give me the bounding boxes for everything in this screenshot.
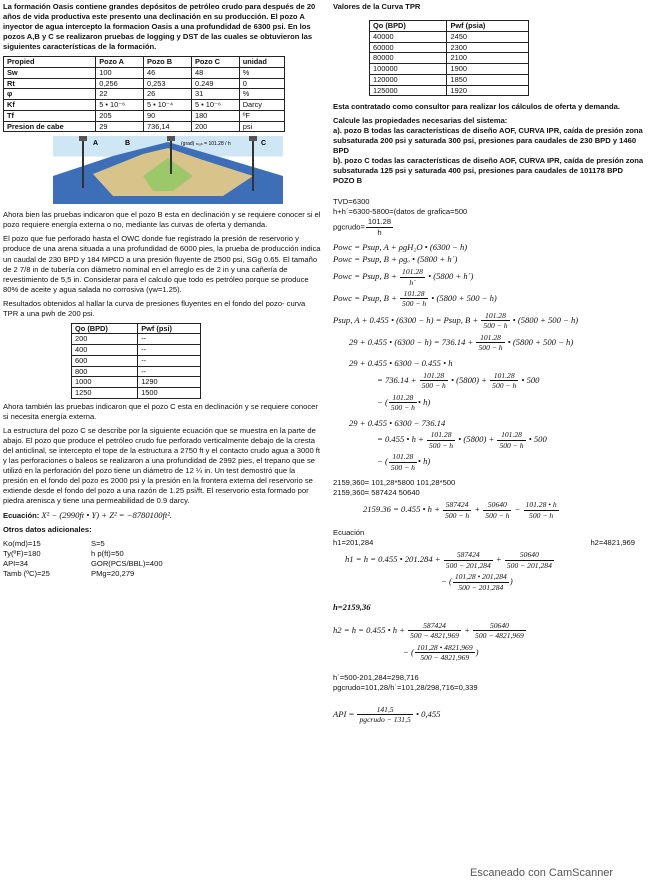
eq-4 (333, 289, 645, 309)
frac-den: 500 − h (529, 510, 554, 520)
frac (420, 371, 448, 391)
frac-num: 50640 (483, 500, 511, 510)
table-cell: 1920 (447, 85, 529, 96)
intro-paragraph: La formación Oasis contiene grandes depósitos de petróleo crudo para después de 20 años de vida productiva este presento una declinación en su producción. El pozo A inyector de agua intercepto la formacion Oasis a una profundidad de 6300 psi. En los pozos A,B y C se realizaron pruebas de logging y DST de las cuales se obtuvieron las siguientes características de la formación. (3, 2, 316, 52)
table-row (72, 377, 201, 388)
table-cell: 0 (239, 78, 284, 89)
frac (400, 267, 425, 287)
table-cell: 46 (144, 67, 192, 78)
cross-section-figure (53, 136, 283, 204)
other-data-list (3, 539, 321, 579)
frac-den: 500 − h (492, 381, 517, 391)
table-cell: 1000 (72, 377, 138, 388)
eq-4-right: • (5800 + 500 − h) (431, 292, 497, 303)
line-2159-b: 2159,360= 587424 50640 (333, 488, 420, 498)
calc-block (333, 116, 645, 186)
frac (415, 643, 475, 663)
other-data-item: Ty(ºF)=180 (3, 549, 41, 559)
equation-label: Ecuación: (3, 511, 40, 521)
eq-11-a: = 0.455 • h + (377, 434, 424, 445)
table-row (4, 67, 285, 78)
frac-den: 500 − h (499, 440, 524, 450)
gradient-label: (grad) ₘᵤₙ = 101.28 / h (181, 141, 231, 148)
eq-14: h2 = h = 0.455 • h + $\frac{587424}{500 - 4821,969}$ + $\frac{50640}{500 - 4821,969}$ (333, 620, 524, 641)
camscanner-footer: Escaneado con CamScanner (470, 867, 614, 879)
table-cell: Darcy (239, 100, 284, 111)
item-a: a). pozo B todas las características de diseño AOF, CURVA IPR, caída de presión zona subsaturada 200 psi y saturada 300 psi, presiones para caudales de 230 BPD y 1460 BPD (333, 126, 643, 156)
table-cell: 5 • 10⁻⁶ (191, 100, 239, 111)
table-header-cell: Pozo B (144, 57, 192, 68)
final-lines (333, 673, 645, 693)
well-c-label: C (261, 140, 267, 148)
table-cell: 1850 (447, 74, 529, 85)
frac (490, 371, 518, 391)
eq-1: Powc = Psup, A + ρgH₂O • (6300 − h) (333, 241, 468, 252)
paragraph-pozo-b: Ahora bien las pruebas indicaron que el pozo B esta en declinación y se requiere conocer si el pozo requiere energía externa o no, mediante las curvas de oferta y demanda. (3, 210, 321, 230)
frac-num: 101.28 (497, 430, 525, 440)
table-cell: -- (138, 334, 201, 345)
other-data-row (3, 559, 321, 569)
table-row (72, 355, 201, 366)
table-cell: 26 (144, 89, 192, 100)
frac (483, 500, 511, 520)
table-cell: -- (138, 366, 201, 377)
table-cell: φ (4, 89, 96, 100)
eq-14-a: h2 = h = 0.455 • h + (333, 624, 405, 635)
item-b: b). pozo C todas las características de diseño AOF, CURVA IPR, caída de presión zona subsaturada 125 psi y saturada 400 psi, presiones para caudales de 101178 BPD (333, 156, 644, 176)
table-cell: 125000 (370, 85, 447, 96)
frac (443, 500, 471, 520)
table-cell: % (239, 89, 284, 100)
frac-den: h (377, 227, 382, 237)
frac (408, 621, 461, 641)
properties-table (3, 56, 285, 132)
paragraph-pozo-description: El pozo que fue perforado hasta el OWC donde fue registrado la presión de reservorio y produce de una arena situada a una profundidad de 6000 pies, la prueba de producción indica un caudal de 230 BPD y 184 MPCD a una presión fluyente de 2500 psi, SGg 0.65. El tamaño de 2 7/8 in de tubería con diámetro nominal en el arreglo es de 2 in y una cañería de revestimiento de 5,5 in. Considerar para el calculo que todo es petróleo porque se produce 80% de aceite y agua salada no corrosiva (γw=1.25). (3, 234, 321, 294)
frac (524, 500, 559, 520)
frac-num: 101.28 (420, 371, 448, 381)
frac-num: 141,5 (357, 705, 412, 715)
pgcrudo-label: pgcrudo= (333, 222, 365, 232)
eq-5-left: Psup, A + 0.455 • (6300 − h) = Psup, B + (333, 314, 479, 325)
frac-num: 587424 (408, 621, 461, 631)
frac-den: 500 − 4821,969 (420, 653, 470, 663)
frac-num: 101.28 (476, 333, 504, 343)
table-header-cell: Qo (BPD) (72, 323, 138, 334)
frac-den: 500 − 201,284 (458, 582, 504, 592)
frac-den: 500 − h (390, 462, 415, 472)
table-cell: Kf (4, 100, 96, 111)
table-cell: 200 (191, 121, 239, 132)
structure-equation (3, 510, 321, 521)
tpr-table-right (369, 20, 529, 96)
eq-13: h1 = h = 0.455 • 201.284 + $\frac{587424}{500 - 201,284}$ + $\frac{50640}{500 - 201,284}$ (345, 550, 552, 570)
table-row (72, 366, 201, 377)
frac (427, 430, 455, 450)
eq-tail-b: • h) (417, 456, 431, 467)
table-cell: 0.249 (191, 78, 239, 89)
table-header-cell: unidad (239, 57, 284, 68)
hp-line: h´=500-201,284=298,716 (333, 672, 419, 682)
frac-den: 500 − h (485, 510, 510, 520)
frac-den: 500 − h (478, 343, 503, 353)
frac-num: 101.28 (389, 452, 417, 462)
other-data-item: h p(ft)=50 (91, 549, 124, 559)
eq-7: 29 + 0.455 • 6300 − 0.455 • h (349, 357, 453, 368)
other-data-row (3, 549, 321, 559)
table-header-cell: Propied (4, 57, 96, 68)
tvd-line: TVD=6300 (333, 196, 370, 206)
frac-den: 500 − 4821,969 (475, 631, 524, 641)
eq-13-a: h1 = h = 0.455 • 201.284 + (345, 554, 441, 565)
frac-num: 587424 (444, 550, 493, 560)
table-cell: Rt (4, 78, 96, 89)
frac (481, 311, 509, 331)
other-data-item: PMg=20,279 (91, 569, 135, 579)
frac (505, 550, 554, 570)
calc-intro: Calcule las propiedades necesarias del sistema: (333, 116, 508, 126)
eq-12-a: 2159.36 = 0.455 • h + (363, 504, 440, 515)
line-2159-a: 2159,360= 101,28*5800 101,28*500 (333, 478, 456, 488)
table-cell: 800 (72, 366, 138, 377)
table-cell: 1900 (447, 64, 529, 75)
table-header-cell: Qo (BPD) (370, 21, 447, 32)
table-cell: 736,14 (144, 121, 192, 132)
table-cell: -- (138, 345, 201, 356)
table-cell: 40000 (370, 31, 447, 42)
hh-line: h+h´=6300-5800=(datos de grafica=500 (333, 206, 468, 216)
eq-11 (333, 430, 645, 450)
frac-num: 101,28 • 201,284 (454, 572, 507, 582)
table-cell: Presion de cabe (4, 121, 96, 132)
frac-num: 50640 (505, 550, 554, 560)
pgcrudo-fraction (366, 217, 393, 238)
table-header-cell: Pwf (psi) (138, 323, 201, 334)
ecuacion-block (333, 528, 645, 548)
h1-line: h1=201,284 (333, 538, 374, 548)
table-cell: 31 (191, 89, 239, 100)
eq-6-right: • (5800 + 500 − h) (507, 336, 574, 347)
eq-3 (333, 267, 645, 287)
pozo-b-heading: POZO B (333, 176, 363, 186)
frac (357, 705, 412, 725)
table-cell: 90 (144, 110, 192, 121)
other-data-item: API=34 (3, 559, 29, 569)
table-cell: 5 • 10⁻⁶ (96, 100, 144, 111)
frac (400, 289, 428, 309)
other-data-label: Otros datos adicionales: (3, 525, 92, 535)
paragraph-results: Resultados obtenidos al hallar la curva de presiones fluyentes en el fondo del pozo- curva TPR a una pwh de 200 psi. (3, 298, 306, 318)
table-cell: 22 (96, 89, 144, 100)
frac-den: 500 − h (483, 321, 508, 331)
eq-10: 29 + 0.455 • 6300 − 736.14 (349, 417, 446, 428)
table-cell: 0,253 (144, 78, 192, 89)
eq-12: 2159.36 = 0.455 • h + $\frac{587424}{500 - h}$ + $\frac{50640}{500 - h}$ − $\frac{101.28 • h}{500 - h}$ (363, 500, 557, 520)
frac-num: 101.28 (402, 267, 423, 277)
contract-text: Esta contratado como consultor para realizar los cálculos de oferta y demanda. (333, 102, 620, 112)
table-row (72, 345, 201, 356)
frac (473, 621, 526, 641)
frac-den: 500 − h (429, 440, 454, 450)
eq-8-b: • (5800) + (450, 374, 487, 385)
frac-num: 101.28 (400, 289, 428, 299)
other-data-row (3, 569, 321, 579)
well-a-label: A (93, 140, 99, 148)
table-cell: psi (239, 121, 284, 132)
eq-9-a: − ( (377, 396, 388, 407)
table-cell: -- (138, 355, 201, 366)
table-cell: 2450 (447, 31, 529, 42)
frac-den: 500 − 201,284 (445, 560, 491, 570)
table-cell: 1290 (138, 377, 201, 388)
table-row (72, 334, 201, 345)
table-row (370, 64, 529, 75)
other-data-row (3, 539, 321, 549)
eq-8-a: = 736.14 + (377, 374, 417, 385)
tpr-title: Valores de la Curva TPR (333, 2, 421, 11)
equations-block (333, 242, 645, 473)
frac-num: 50640 (473, 621, 526, 631)
cross-section-drawing (53, 136, 283, 204)
frac-den: pgcrudo − 131,5 (359, 715, 411, 725)
frac-den: 500 − h (445, 510, 470, 520)
eq-3-right: • (5800 + h´) (428, 270, 474, 281)
table-cell: 2100 (447, 53, 529, 64)
table-cell: 400 (72, 345, 138, 356)
eq-11-tail (333, 452, 645, 472)
right-column (333, 0, 645, 727)
pgcrudo-line (333, 217, 645, 238)
h2-line: h2=4821,969 (590, 538, 635, 548)
api-left: API = (333, 708, 355, 719)
table-cell: 600 (72, 355, 138, 366)
other-data-item: S=5 (91, 539, 105, 549)
tvd-block (333, 197, 645, 238)
eq-9 (333, 393, 645, 413)
other-data-item: Ko(md)=15 (3, 539, 41, 549)
table-cell: 48 (191, 67, 239, 78)
eq-13-tail: − ( $\frac{101,28 • 201,284}{500 - 201,284}$ ) (441, 572, 513, 592)
ecuacion-label: Ecuación (333, 528, 365, 538)
frac-den: 500 − 4821,969 (410, 631, 459, 641)
table-cell: Sw (4, 67, 96, 78)
eq-11-b: • (5800) + (458, 434, 495, 445)
eq-8 (333, 371, 645, 391)
eq-5-right: • (5800 + 500 − h) (512, 314, 579, 325)
h-value: h=2159,36 (333, 602, 371, 613)
eq-14-tail: − ( $\frac{101,28 • 4821,969}{500 - 4821,969}$ ) (403, 642, 479, 663)
table-row (4, 100, 285, 111)
frac-num: 101.28 • h (525, 500, 557, 510)
frac-num: 101.28 (427, 430, 455, 440)
other-data-item: GOR(PCS/BBL)=400 (91, 559, 163, 569)
table-row (4, 89, 285, 100)
frac-num: 101.28 (389, 393, 417, 403)
api-equation (333, 705, 645, 725)
paragraph-structure: La estructura del pozo C se describe por la siguiente ecuación que se muestra en la parte de abajo. El pozo que produce el petróleo crudo fue perforado verticalmente debajo de la cresta del anticlinal, se intercepto el tope de la estructura a 2750 ft y el contacto crudo agua a 3000 ft y las perforaciones o baleos se realizaron a una profundidad de 2992 pies, el trepano que se utilizó en la perforación del pozo tiene un diámetro de 12 ¼ in. Un test demostró que la presión en el fondo del pozo es 2000 psi y la presión en la frontera externa del reservorio se extiende desde el fondo del pozo a una razón de 1.25 psi/ft. El reservorio esta formado por piedra arenisca y tiene una permeabilidad de 0.9 darcy. (3, 425, 321, 506)
table-header-cell: Pozo C (191, 57, 239, 68)
table-cell: 80000 (370, 53, 447, 64)
frac-num: 101.28 (481, 311, 509, 321)
table-cell: 200 (72, 334, 138, 345)
table-cell: 100 (96, 67, 144, 78)
frac-den: 500 − h (421, 381, 446, 391)
table-cell: 120000 (370, 74, 447, 85)
table-cell: ºF (239, 110, 284, 121)
table-row (370, 85, 529, 96)
tpr-table-left (71, 323, 201, 399)
eq-6-left: 29 + 0.455 • (6300 − h) = 736.14 + (349, 336, 474, 347)
frac (389, 452, 417, 472)
paragraph-pozo-c: Ahora también las pruebas indicaron que el pozo C esta en declinación y se requiere conocer si necesita energía externa. (3, 401, 318, 421)
frac-num: 587424 (443, 500, 471, 510)
table-row (4, 78, 285, 89)
frac-den: 500 − h (390, 403, 415, 413)
eq-11-c: • 500 (528, 434, 547, 445)
table-cell: 2300 (447, 42, 529, 53)
table-cell: % (239, 67, 284, 78)
eq-tail-a: − ( (377, 456, 388, 467)
eq-3-left: Powc = Psup, B + (333, 270, 397, 281)
table-row (370, 74, 529, 85)
frac-num: 101.28 (490, 371, 518, 381)
equation-text: X² − (2990ft • Y) + Z² = −8780100ft². (41, 510, 173, 521)
eq-5 (333, 311, 645, 331)
table-cell: Tf (4, 110, 96, 121)
frac (444, 550, 493, 570)
frac (453, 572, 509, 592)
table-row (370, 53, 529, 64)
frac-den: 500 − 201,284 (506, 560, 552, 570)
table-row (370, 42, 529, 53)
table-row (370, 31, 529, 42)
pgcrudo-final-line: pgcrudo=101,28/h´=101,28/298,716=0,339 (333, 682, 478, 692)
frac-den: h´ (409, 277, 416, 287)
frac-num: 101.28 (366, 217, 393, 228)
frac-num: 101,28 • 4821,969 (416, 642, 473, 652)
frac (497, 430, 525, 450)
other-data-item: Tamb (ºC)=25 (3, 569, 50, 579)
frac (476, 333, 504, 353)
table-header-cell: Pozo A (96, 57, 144, 68)
left-column (3, 0, 321, 579)
eq-9-b: • h) (417, 396, 431, 407)
table-row (4, 110, 285, 121)
table-cell: 29 (96, 121, 144, 132)
table-row (72, 388, 201, 399)
table-cell: 100000 (370, 64, 447, 75)
eq-6 (333, 333, 645, 353)
table-cell: 1250 (72, 388, 138, 399)
eq-2: Powc = Psup, B + ρgₒ • (5800 + h´) (333, 254, 458, 265)
eq-8-c: • 500 (521, 374, 540, 385)
table-header-cell: Pwf (psia) (447, 21, 529, 32)
numeric-lines (333, 478, 645, 498)
table-row (4, 121, 285, 132)
table-cell: 180 (191, 110, 239, 121)
table-cell: 0,256 (96, 78, 144, 89)
eq-4-left: Powc = Psup, B + (333, 292, 397, 303)
api-right: • 0,455 (415, 708, 441, 719)
frac (389, 393, 417, 413)
table-cell: 1500 (138, 388, 201, 399)
well-b-label: B (125, 140, 131, 148)
table-cell: 205 (96, 110, 144, 121)
table-cell: 60000 (370, 42, 447, 53)
frac-den: 500 − h (402, 299, 427, 309)
table-cell: 5 • 10⁻⁴ (144, 100, 192, 111)
